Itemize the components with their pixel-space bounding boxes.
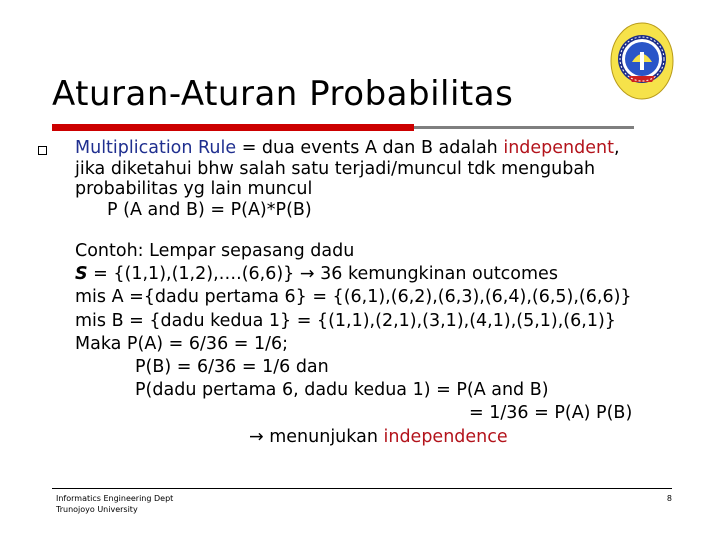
- sample-space-set: = {(1,1),(1,2),….(6,6)}: [87, 264, 300, 285]
- example-line5: Maka P(A) = 6/36 = 1/6;: [75, 333, 289, 354]
- independence-term: independence: [383, 426, 508, 447]
- example-line3: mis A ={dadu pertama 6} = {(6,1),(6,2),(6,3),(6,4),(6,5),(6,6)}: [75, 287, 632, 308]
- page-number: 8: [666, 494, 672, 503]
- independent-term: independent: [503, 138, 614, 158]
- para1-line3: probabilitas yg lain muncul: [75, 179, 313, 199]
- slide-title: Aturan-Aturan Probabilitas: [52, 74, 514, 114]
- para1-line1-end: ,: [613, 138, 620, 158]
- footer-divider: [52, 488, 672, 489]
- example-line2: [75, 263, 715, 286]
- para1-line1-text: = dua events A dan B adalah: [236, 138, 504, 158]
- footer-university: Trunojoyo University: [56, 504, 138, 514]
- sample-space-symbol: S: [75, 264, 88, 285]
- example-paragraph: [75, 240, 715, 449]
- multiplication-formula: P (A and B) = P(A)*P(B): [107, 199, 312, 220]
- para1-line1: [75, 138, 715, 159]
- example-line6: P(B) = 6/36 = 1/6 dan: [135, 357, 329, 378]
- outcomes-count: 36 kemungkinan outcomes: [314, 264, 558, 285]
- bullet-square-icon: [38, 146, 47, 155]
- example-line1: Contoh: Lempar sepasang dadu: [75, 241, 355, 261]
- para1-line2: jika diketahui bhw salah satu terjadi/muncul tdk mengubah: [75, 158, 596, 179]
- example-line9: [75, 426, 715, 449]
- example-line7: P(dadu pertama 6, dadu kedua 1) = P(A and B): [135, 380, 549, 401]
- conclusion-text: menunjukan: [263, 426, 384, 447]
- multiplication-rule-paragraph: [75, 138, 715, 220]
- footer-institution: [56, 494, 173, 515]
- footer-department: Informatics Engineering Dept: [56, 494, 174, 503]
- example-line4: mis B = {dadu kedua 1} = {(1,1),(2,1),(3,1),(4,1),(5,1),(6,1)}: [75, 310, 616, 331]
- arrow-right-icon: →: [249, 426, 264, 447]
- arrow-right-icon: →: [299, 264, 315, 285]
- multiplication-rule-term: Multiplication Rule: [75, 138, 237, 158]
- example-line8: = 1/36 = P(A) P(B): [469, 403, 633, 424]
- title-underline-red: [52, 124, 414, 131]
- title-underline-gray: [414, 126, 634, 129]
- university-crest-icon: [610, 22, 674, 100]
